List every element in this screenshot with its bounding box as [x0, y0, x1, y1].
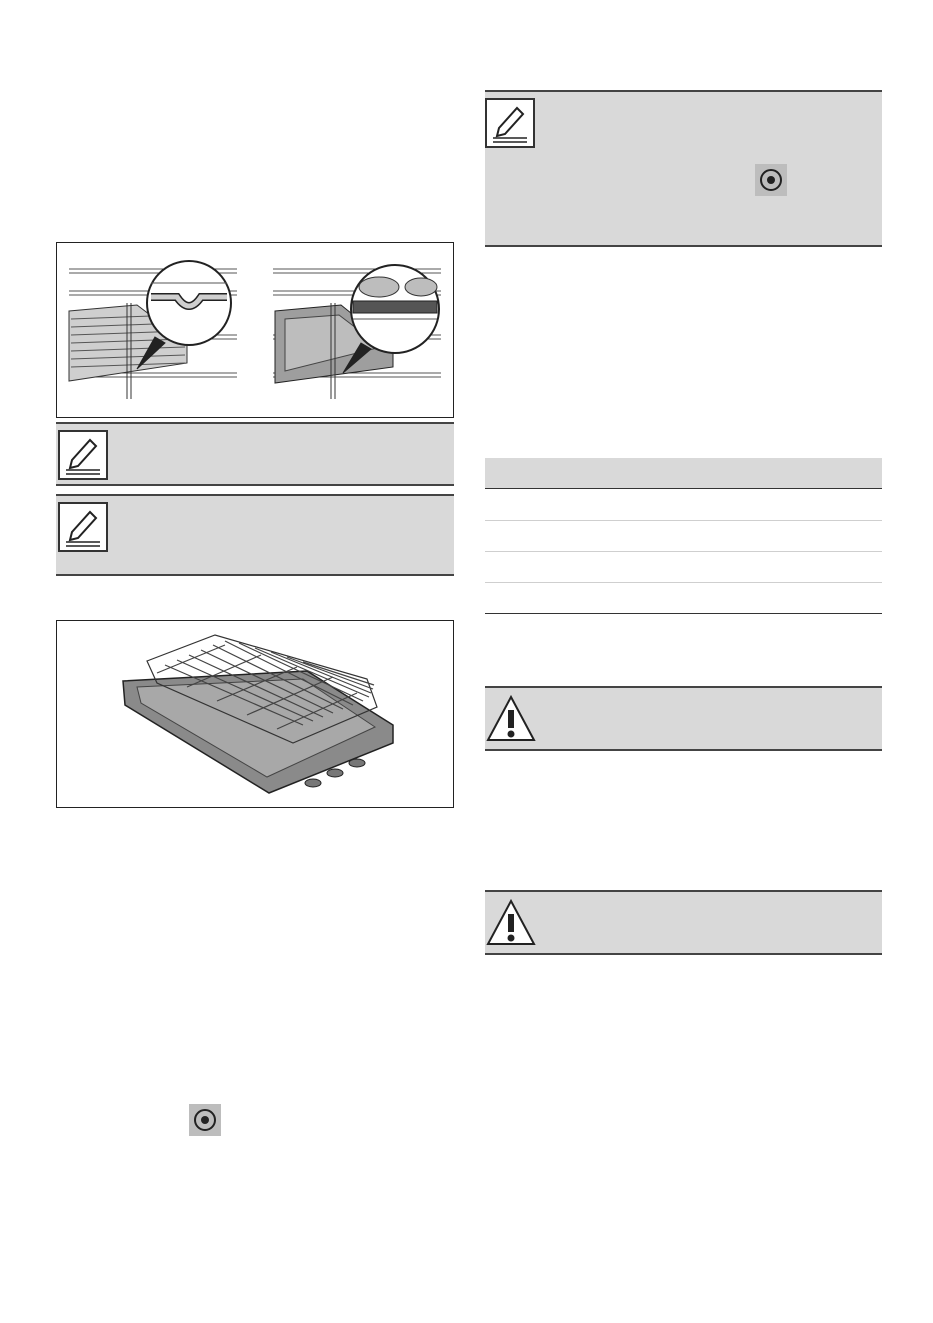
oven-function-icon [189, 1104, 221, 1136]
pencil-note-icon [58, 502, 108, 552]
table-row [485, 521, 882, 552]
wire-rack-panel [69, 261, 237, 399]
pencil-note-icon [485, 98, 535, 148]
rack-on-tray-figure [56, 620, 454, 808]
shelf-insertion-illustration [57, 243, 453, 417]
note-box-2 [56, 494, 454, 576]
table-row [485, 583, 882, 614]
shelf-insertion-figure [56, 242, 454, 418]
tray-panel [273, 265, 441, 399]
table-row [485, 489, 882, 521]
warning-box-2 [485, 890, 882, 955]
rack-on-tray-illustration [57, 621, 453, 807]
warning-triangle-icon [485, 694, 537, 742]
oven-function-icon [755, 164, 787, 196]
note-box-3 [485, 90, 882, 247]
note-box-1 [56, 422, 454, 486]
warning-box-1 [485, 686, 882, 751]
table-row [485, 552, 882, 583]
pencil-note-icon [58, 430, 108, 480]
warning-triangle-icon [485, 898, 537, 946]
table-header [485, 458, 882, 489]
